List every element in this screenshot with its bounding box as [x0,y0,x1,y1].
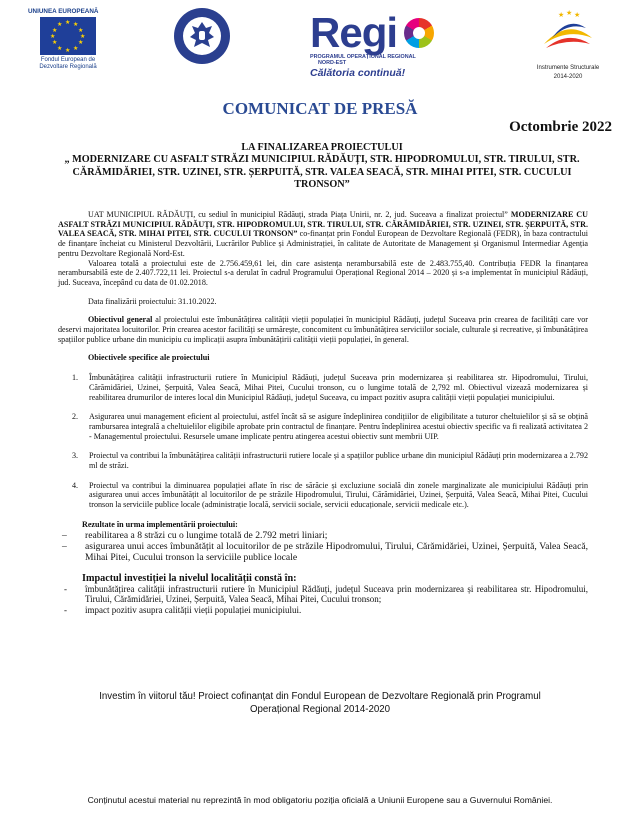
investment-footer [60,691,580,716]
svg-text:★: ★ [574,11,581,19]
impact-title: Impactul investiției la nivelul localității constă în: [82,572,297,584]
invest-line1: Investim în viitorul tău! Proiect cofinanțat din Fondul European de Dezvoltare Regională prin Programul [99,691,541,702]
government-seal-icon [172,6,232,66]
specific-objectives-title: Obiectivele specifice ale proiectului [88,353,210,363]
intro-funding-text: co-finanțat prin Fondul European de Dezvoltare Regională (FEDR), în baza contractului de finanțare încheiat cu Ministerul Dezvoltării, Lucrărilor Publice și Administrației, în calitate de Autoritate de Management și Organismul Intermediar Agenția pentru Dezvoltare Regională Nord-Est. [58,229,588,258]
structural-instruments-logo [520,8,616,81]
heading-project-name: „ MODERNIZARE CU ASFALT STRĂZI MUNICIPIUL RĂDĂUȚI, STR. HIPODROMULUI, STR. TIRULUI, STR. CĂRĂMIDĂRIEI, STR. UZINEI, STR. ȘERPUITĂ, STR. VALEA SEACĂ, STR. MIHAI PITEI, STR. CUCULUI TRONSON” [64,154,580,190]
is-line1: Instrumente Structurale [536,65,600,71]
intro-paragraph [58,210,588,259]
project-heading [58,142,586,191]
is-line2: 2014-2020 [553,74,583,80]
results-title: Rezultate în urma implementării proiectului: [82,519,238,529]
regio-logo [310,9,440,82]
result-item: – reabilitarea a 8 străzi cu o lungime totală de 2.792 metri liniari; [58,530,588,541]
impact-item: - impact pozitiv asupra calității vieții populației municipiului. [58,605,588,616]
svg-text:★: ★ [558,11,565,19]
structural-instruments-icon [538,8,598,58]
impact-list [58,584,588,616]
regio-wordmark: Regi [310,9,398,56]
results-list [58,530,588,564]
heading-line1: LA FINALIZAREA PROIECTULUI [241,142,403,153]
general-objective-paragraph [58,315,588,344]
invest-line2: Operațional Regional 2014-2020 [249,703,391,715]
objective-item: 2. Asigurarea unui management eficient al proiectului, astfel încât să se asigure îndeplinirea condițiilor de eligibilitate a tuturor cheltuielilor și să se obțină rambursarea integrală a cheltuielilor eligibile aprobate prin contractul de finanțare. Pentru îndeplinirea acestui obiectiv specific va fi realizată activitatea 2 - Managementul proiectului. Resursele umane implicate pentru atingerea acestui obiectiv sunt membrii UIP. [72,412,588,441]
general-objective-text: al proiectului este îmbunătățirea calității vieții populației în municipiul Rădăuți, județul Suceava prin crearea de facilități care vor deservi majoritatea locuitorilor. Prin crearea acestor facilități se urmărește, concomitent cu îmbunătățirea serviciilor sociale, culturale și recreative, și îmbunătățirea spațiilor publice urbane din municipiu cu implicații asupra îmbunătățirii calității vieții populației, în general. [58,315,588,344]
logo-header [0,0,640,88]
objectives-list [58,373,588,510]
svg-text:★: ★ [566,9,573,17]
objective-item: 1. Îmbunătățirea calității infrastructurii rutiere în Municipiul Rădăuți, județul Suceava prin modernizarea și reabilitarea str. Hipodromului, Tirului, Cărămidăriei, Uzinei, Șerpuită, Valea Seacă, Mihai Pitei, Cucului tronson, cu o lungime totală de 2,792 ml. Obiectivul vizează modernizarea și reabilitarea drumurilor de interes local din Municipiul Rădăuți, județul Suceava, cu impact pozitiv asupra calității vieții populației municipiului. [72,373,588,402]
regio-nord: NORD-EST [318,60,347,66]
intro-project-name: MODERNIZARE CU ASFALT STRĂZI MUNICIPIUL RĂDĂUȚI, STR. HIPODROMULUI, STR. TIRULUI, STR. CĂRĂMIDĂRIEI, STR. UZINEI, STR. ȘERPUITĂ, STR. VALEA SEACĂ, STR. MIHAI PITEI, STR. CUCULUI TRONSON” [58,210,588,239]
eu-fund-line2: Dezvoltare Regională [39,64,97,70]
impact-item: - îmbunătățirea calității infrastructurii rutiere în Municipiul Rădăuți, județul Suceava prin modernizarea și reabilitarea str. Hipodromului, Tirului, Cărămidăriei, Uzinei, Șerpuită, Valea Seacă, Mihai Pitei, Cucului tronson; [58,584,588,605]
objective-item: 4. Proiectul va contribui la diminuarea populației aflate în risc de sărăcie și excluziune socială din zonele marginalizate ale municipiului Rădăuți prin asigurarea unui acces îmbunătățit al locuitorilor de pe străzile Hipodromului, Tirului, Cărămidăriei, Uzinei, Șerpuită, Valea Seacă, Mihai Pitei, Cucului tronson la serviciile publice locale (administrație locală, servicii sociale, servicii educaționale, servicii medicale etc.). [72,480,588,510]
regio-program: PROGRAMUL OPERAȚIONAL REGIONAL [310,54,416,60]
intro-text: UAT MUNICIPIUL RĂDĂUȚI, cu sediul în municipiul Rădăuți, strada Piața Unirii, nr. 2, jud. Suceava a finalizat proiectul” [88,210,508,219]
eu-flag-icon: ★ ★ ★ ★ ★ ★ ★ ★ ★ ★ ★ ★ [40,17,96,55]
document-date: Octombrie 2022 [509,119,612,135]
eu-logo [28,8,108,71]
disclaimer: Conținutul acestui material nu reprezintă în mod obligatoriu poziția oficială a Uniunii Europene sau a Guvernului României. [87,795,553,805]
value-paragraph: Valoarea totală a proiectului este de 2.756.459,61 lei, din care asistența nerambursabilă este de 2.483.755,40. Contribuția FEDR la finanțarea nerambursabilă este de 2.407.722,11 lei. Proiectul s-a derulat în cadrul Programului Operațional Regional 2014 – 2020 și s-a implementat în municipiul Rădăuți, jud. Suceava, începând cu data de 01.02.2018. [58,258,588,287]
document-body [58,210,588,615]
regio-ring-icon [404,18,434,48]
objective-item: 3. Proiectul va contribui la îmbunătățirea calității infrastructurii rutiere locale și a spațiilor publice urbane din municipiul Rădăuți prin modernizarea a 2.792 ml de străzi. [72,451,588,471]
page-title: COMUNICAT DE PRESĂ [222,99,418,118]
regio-slogan: Călătoria continuă! [310,67,406,79]
general-objective-label: Obiectivul general [88,315,153,325]
eu-fund-line1: Fondul European de [40,57,96,63]
eu-title: UNIUNEA EUROPEANĂ [28,8,99,15]
result-item: – asigurarea unui acces îmbunătățit al locuitorilor de pe străzile Hipodromului, Tirului, Cărămidăriei, Uzinei, Șerpuită, Valea Seacă, Mihai Pitei, Cucului tronson la serviciile publice locale [58,541,588,564]
completion-date: Data finalizării proiectului: 31.10.2022. [88,296,217,306]
